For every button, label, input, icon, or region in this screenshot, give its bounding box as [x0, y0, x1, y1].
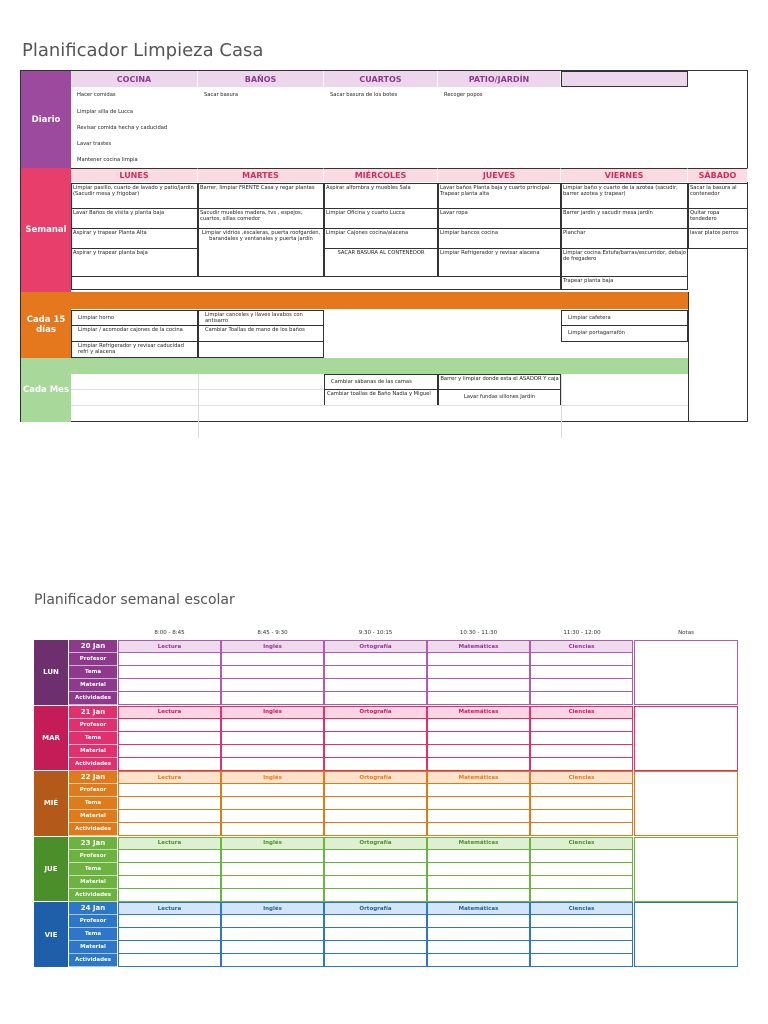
header-cuartos: CUARTOS	[324, 71, 438, 87]
entry-cell[interactable]	[324, 797, 427, 810]
day-block-jue: JUE	[34, 837, 68, 902]
row-label-profesor: Profesor	[69, 850, 117, 863]
entry-cell[interactable]	[221, 679, 324, 692]
row-label-material: Material	[69, 876, 117, 889]
subject-cell: Ortografía	[324, 837, 427, 850]
entry-cell[interactable]	[221, 758, 324, 771]
entry-cell[interactable]	[221, 928, 324, 941]
entry-cell[interactable]	[427, 928, 530, 941]
day-date: 24 Jan	[69, 902, 117, 915]
cleaning-title: Planificador Limpieza Casa	[22, 40, 264, 61]
entry-cell[interactable]	[530, 758, 633, 771]
entry-cell[interactable]	[530, 850, 633, 863]
task-cocina-4: Lavar trastes	[77, 141, 112, 147]
entry-cell[interactable]	[118, 719, 221, 732]
day-date: 23 Jan	[69, 837, 117, 850]
row-label-material: Material	[69, 941, 117, 954]
entry-cell[interactable]	[324, 692, 427, 705]
task-martes-1: Barrer, limpiar FRENTE Casa y regar plantas	[198, 183, 324, 209]
task-cuartos: Sacar basura de los botes	[330, 92, 398, 98]
task-lunes-3: Aspirar y trapear Planta Alta	[71, 228, 198, 249]
entry-cell[interactable]	[221, 797, 324, 810]
subject-cell: Lectura	[118, 771, 221, 784]
row-label-actividades: Actividades	[69, 954, 117, 967]
mes-bar	[71, 358, 688, 374]
task-15-col1-1: Limpiar horno	[71, 310, 198, 326]
entry-cell[interactable]	[118, 876, 221, 889]
notes-cell[interactable]	[634, 640, 738, 705]
task-cocina-2: Limpiar silla de Lucca	[77, 109, 134, 115]
header-patio: PATIO/JARDÍN	[438, 71, 561, 87]
task-viernes-1: Limpiar baño y cuarto de la azotea (sacudir, barrer azotea y trapear)	[561, 183, 688, 209]
subject-cell: Lectura	[118, 706, 221, 719]
subject-cell: Inglés	[221, 640, 324, 653]
task-viernes-2: Barrer jardín y sacudir mesa jardín	[561, 208, 688, 229]
semanal-empty-row	[71, 276, 561, 290]
row-label-material: Material	[69, 745, 117, 758]
entry-cell[interactable]	[427, 745, 530, 758]
task-jueves-2: Lavar ropa	[438, 208, 561, 229]
row-label-profesor: Profesor	[69, 784, 117, 797]
day-date: 20 Jan	[69, 640, 117, 653]
section-diario: Diario	[21, 71, 71, 168]
cada15-bar	[71, 292, 688, 309]
entry-cell[interactable]	[530, 954, 633, 967]
task-cocina-3: Revisar comida hecha y caducidad	[77, 125, 168, 131]
entry-cell[interactable]	[324, 850, 427, 863]
entry-cell[interactable]	[427, 915, 530, 928]
entry-cell[interactable]	[221, 850, 324, 863]
entry-cell[interactable]	[427, 732, 530, 745]
entry-cell[interactable]	[118, 732, 221, 745]
entry-cell[interactable]	[221, 653, 324, 666]
task-15-col2-3	[198, 341, 324, 358]
entry-cell[interactable]	[324, 666, 427, 679]
subject-cell: Matemáticas	[427, 771, 530, 784]
subject-cell: Ortografía	[324, 706, 427, 719]
entry-cell[interactable]	[427, 954, 530, 967]
entry-cell[interactable]	[324, 653, 427, 666]
subject-cell: Matemáticas	[427, 837, 530, 850]
entry-cell[interactable]	[324, 954, 427, 967]
entry-cell[interactable]	[530, 823, 633, 836]
subject-cell: Ciencias	[530, 706, 633, 719]
entry-cell[interactable]	[530, 889, 633, 902]
row-label-actividades: Actividades	[69, 692, 117, 705]
entry-cell[interactable]	[118, 758, 221, 771]
entry-cell[interactable]	[530, 797, 633, 810]
task-sabado-2: Quitar ropa tendedero	[688, 208, 748, 229]
entry-cell[interactable]	[530, 653, 633, 666]
task-mes-col3-1: Cambiar sábanas de las camas	[324, 374, 438, 390]
row-label-profesor: Profesor	[69, 653, 117, 666]
task-miercoles-4: SACAR BASURA AL CONTENEDOR	[324, 248, 438, 277]
entry-cell[interactable]	[118, 823, 221, 836]
task-15-col2-1: Limpiar canceles y llaves lavabos con antisarro	[198, 310, 324, 326]
entry-cell[interactable]	[118, 928, 221, 941]
task-jueves-4: Limpiar Refrigerador y revisar alacena	[438, 248, 561, 277]
task-15-col1-2: Limpiar / acomodar cajones de la cocina	[71, 325, 198, 342]
task-miercoles-1: Aspirar alfombra y muebles Sala	[324, 183, 438, 209]
subject-cell: Inglés	[221, 771, 324, 784]
subject-cell: Inglés	[221, 837, 324, 850]
header-lunes: LUNES	[71, 168, 198, 182]
task-mes-col4-1: Barrer y limpiar donde esta el ASADOR Y caja	[438, 374, 561, 390]
subject-cell: Ciencias	[530, 640, 633, 653]
entry-cell[interactable]	[427, 941, 530, 954]
subject-cell: Ortografía	[324, 902, 427, 915]
entry-cell[interactable]	[118, 863, 221, 876]
task-15-col1-3: Limpiar Refrigerador y revisar caducidad refri y alacena	[71, 341, 198, 358]
task-jueves-1: Lavar baños Planta baja y cuarto principal- Trapear planta alta	[438, 183, 561, 209]
notes-header: Notas	[678, 630, 694, 636]
entry-cell[interactable]	[118, 915, 221, 928]
school-title: Planificador semanal escolar	[34, 592, 235, 608]
notes-cell[interactable]	[634, 771, 738, 836]
entry-cell[interactable]	[530, 876, 633, 889]
entry-cell[interactable]	[427, 863, 530, 876]
entry-cell[interactable]	[118, 850, 221, 863]
mes-col-line-2	[561, 374, 562, 438]
task-martes-3: Limpiar vidrios ,escaleras, puerta roofgarden, barandales y ventanales y puerta jardín	[198, 228, 324, 277]
task-cocina-5: Mantener cocina limpia	[77, 157, 138, 163]
time-header-1: 8:00 - 8:45	[154, 630, 185, 636]
row-label-profesor: Profesor	[69, 915, 117, 928]
entry-cell[interactable]	[118, 653, 221, 666]
entry-cell[interactable]	[530, 719, 633, 732]
row-label-tema: Tema	[69, 732, 117, 745]
row-label-material: Material	[69, 679, 117, 692]
subject-cell: Matemáticas	[427, 902, 530, 915]
task-jueves-3: Limpiar bancos cocina	[438, 228, 561, 249]
entry-cell[interactable]	[118, 889, 221, 902]
task-lunes-1: Limpiar pasillo, cuarto de lavado y patio/jardín (Sacudir mesa y frigobar)	[71, 183, 198, 209]
entry-cell[interactable]	[221, 784, 324, 797]
entry-cell[interactable]	[118, 745, 221, 758]
day-block-mar: MAR	[34, 706, 68, 771]
entry-cell[interactable]	[221, 692, 324, 705]
entry-cell[interactable]	[221, 810, 324, 823]
entry-cell[interactable]	[221, 823, 324, 836]
row-label-tema: Tema	[69, 797, 117, 810]
entry-cell[interactable]	[221, 941, 324, 954]
task-viernes-4: Limpiar cocina Estufa/barras/escurridor, debajo de fregadero	[561, 248, 688, 277]
entry-cell[interactable]	[530, 692, 633, 705]
task-cocina-1: Hacer comidas	[77, 92, 116, 98]
entry-cell[interactable]	[324, 863, 427, 876]
row-label-tema: Tema	[69, 863, 117, 876]
row-label-actividades: Actividades	[69, 889, 117, 902]
task-mes-col4-2: Lavar fundas sillones Jardín	[438, 389, 561, 406]
task-mes-col3-2: Cambiar toallas de Baño Nadia y Miguel	[324, 389, 438, 406]
entry-cell[interactable]	[530, 915, 633, 928]
subject-cell: Ciencias	[530, 902, 633, 915]
task-viernes-5: Trapear planta baja	[561, 276, 688, 290]
entry-cell[interactable]	[324, 928, 427, 941]
subject-cell: Lectura	[118, 640, 221, 653]
entry-cell[interactable]	[324, 758, 427, 771]
entry-cell[interactable]	[221, 863, 324, 876]
section-semanal: Semanal	[21, 168, 71, 292]
entry-cell[interactable]	[221, 954, 324, 967]
entry-cell[interactable]	[324, 810, 427, 823]
task-sabado-1: Sacar la basura al contenedor	[688, 183, 748, 209]
entry-cell[interactable]	[221, 889, 324, 902]
entry-cell[interactable]	[221, 732, 324, 745]
time-header-2: 8:45 - 9:30	[257, 630, 288, 636]
header-miercoles: MIÉRCOLES	[324, 168, 438, 182]
header-banos: BAÑOS	[198, 71, 324, 87]
row-label-profesor: Profesor	[69, 719, 117, 732]
task-miercoles-3: Limpiar Cajones cocina/alacena	[324, 228, 438, 249]
entry-cell[interactable]	[530, 666, 633, 679]
entry-cell[interactable]	[221, 719, 324, 732]
header-martes: MARTES	[198, 168, 324, 182]
entry-cell[interactable]	[530, 941, 633, 954]
task-lunes-4: Aspirar y trapear planta baja	[71, 248, 198, 277]
mes-row-line-3	[71, 421, 688, 422]
entry-cell[interactable]	[324, 915, 427, 928]
entry-cell[interactable]	[324, 719, 427, 732]
time-header-3: 9:30 - 10:15	[358, 630, 393, 636]
subject-cell: Lectura	[118, 902, 221, 915]
entry-cell[interactable]	[427, 692, 530, 705]
task-sabado-3: lavar platos perros	[688, 228, 748, 249]
entry-cell[interactable]	[221, 745, 324, 758]
day-block-mié: MIÉ	[34, 771, 68, 836]
subject-cell: Inglés	[221, 706, 324, 719]
header-blank	[561, 71, 688, 87]
entry-cell[interactable]	[530, 679, 633, 692]
day-date: 21 Jan	[69, 706, 117, 719]
entry-cell[interactable]	[221, 876, 324, 889]
entry-cell[interactable]	[324, 889, 427, 902]
mes-col-line-3	[688, 292, 689, 422]
entry-cell[interactable]	[427, 719, 530, 732]
task-lunes-2: Lavar Baños de visita y planta baja	[71, 208, 198, 229]
subject-cell: Matemáticas	[427, 706, 530, 719]
entry-cell[interactable]	[118, 810, 221, 823]
entry-cell[interactable]	[118, 797, 221, 810]
entry-cell[interactable]	[530, 928, 633, 941]
cleaning-planner	[20, 70, 748, 422]
entry-cell[interactable]	[324, 679, 427, 692]
entry-cell[interactable]	[427, 810, 530, 823]
entry-cell[interactable]	[427, 876, 530, 889]
entry-cell[interactable]	[427, 758, 530, 771]
subject-cell: Ciencias	[530, 837, 633, 850]
entry-cell[interactable]	[324, 745, 427, 758]
task-15-col2-2: Cambiar Toallas de mano de los baños	[198, 325, 324, 342]
task-martes-2: Sacudir muebles madera, tvs , espejos, cuartos, sillas comedor	[198, 208, 324, 229]
entry-cell[interactable]	[427, 653, 530, 666]
mes-col-line-1	[198, 374, 199, 438]
task-viernes-3: Planchar	[561, 228, 688, 249]
entry-cell[interactable]	[427, 850, 530, 863]
entry-cell[interactable]	[221, 666, 324, 679]
section-cada-15: Cada 15 días	[21, 292, 71, 358]
header-viernes: VIERNES	[561, 168, 688, 182]
time-header-5: 11:30 - 12:00	[563, 630, 601, 636]
entry-cell[interactable]	[324, 784, 427, 797]
day-date: 22 Jan	[69, 771, 117, 784]
entry-cell[interactable]	[324, 732, 427, 745]
mes-row-line-2	[71, 405, 688, 406]
entry-cell[interactable]	[427, 679, 530, 692]
subject-cell: Matemáticas	[427, 640, 530, 653]
header-jueves: JUEVES	[438, 168, 561, 182]
section-cada-mes: Cada Mes	[21, 358, 71, 422]
entry-cell[interactable]	[221, 915, 324, 928]
subject-cell: Inglés	[221, 902, 324, 915]
day-block-lun: LUN	[34, 640, 68, 705]
entry-cell[interactable]	[324, 876, 427, 889]
task-miercoles-2: Limpiar Oficina y cuarto Lucca	[324, 208, 438, 229]
task-15-col5-2: Limpiar portagarrafón	[561, 325, 688, 342]
notes-cell[interactable]	[634, 706, 738, 771]
subject-cell: Ortografía	[324, 771, 427, 784]
time-header-4: 10:30 - 11:30	[459, 630, 498, 636]
header-sabado: SÁBADO	[688, 168, 748, 182]
task-patio: Recoger popos	[444, 92, 483, 98]
entry-cell[interactable]	[427, 666, 530, 679]
entry-cell[interactable]	[324, 823, 427, 836]
subject-cell: Lectura	[118, 837, 221, 850]
entry-cell[interactable]	[427, 889, 530, 902]
entry-cell[interactable]	[118, 954, 221, 967]
entry-cell[interactable]	[118, 692, 221, 705]
task-banos: Sacar basura	[204, 92, 239, 98]
entry-cell[interactable]	[118, 784, 221, 797]
entry-cell[interactable]	[530, 732, 633, 745]
entry-cell[interactable]	[427, 784, 530, 797]
entry-cell[interactable]	[118, 679, 221, 692]
entry-cell[interactable]	[427, 823, 530, 836]
task-15-col5-1: Limpiar cafetera	[561, 310, 688, 326]
entry-cell[interactable]	[427, 797, 530, 810]
entry-cell[interactable]	[530, 745, 633, 758]
entry-cell[interactable]	[324, 941, 427, 954]
entry-cell[interactable]	[118, 666, 221, 679]
row-label-tema: Tema	[69, 666, 117, 679]
entry-cell[interactable]	[530, 784, 633, 797]
row-label-actividades: Actividades	[69, 823, 117, 836]
row-label-actividades: Actividades	[69, 758, 117, 771]
entry-cell[interactable]	[530, 810, 633, 823]
subject-cell: Ciencias	[530, 771, 633, 784]
header-cocina: COCINA	[71, 71, 198, 87]
entry-cell[interactable]	[530, 863, 633, 876]
entry-cell[interactable]	[118, 941, 221, 954]
notes-cell[interactable]	[634, 837, 738, 902]
subject-cell: Ortografía	[324, 640, 427, 653]
row-label-tema: Tema	[69, 928, 117, 941]
row-label-material: Material	[69, 810, 117, 823]
day-block-vie: VIE	[34, 902, 68, 967]
notes-cell[interactable]	[634, 902, 738, 967]
